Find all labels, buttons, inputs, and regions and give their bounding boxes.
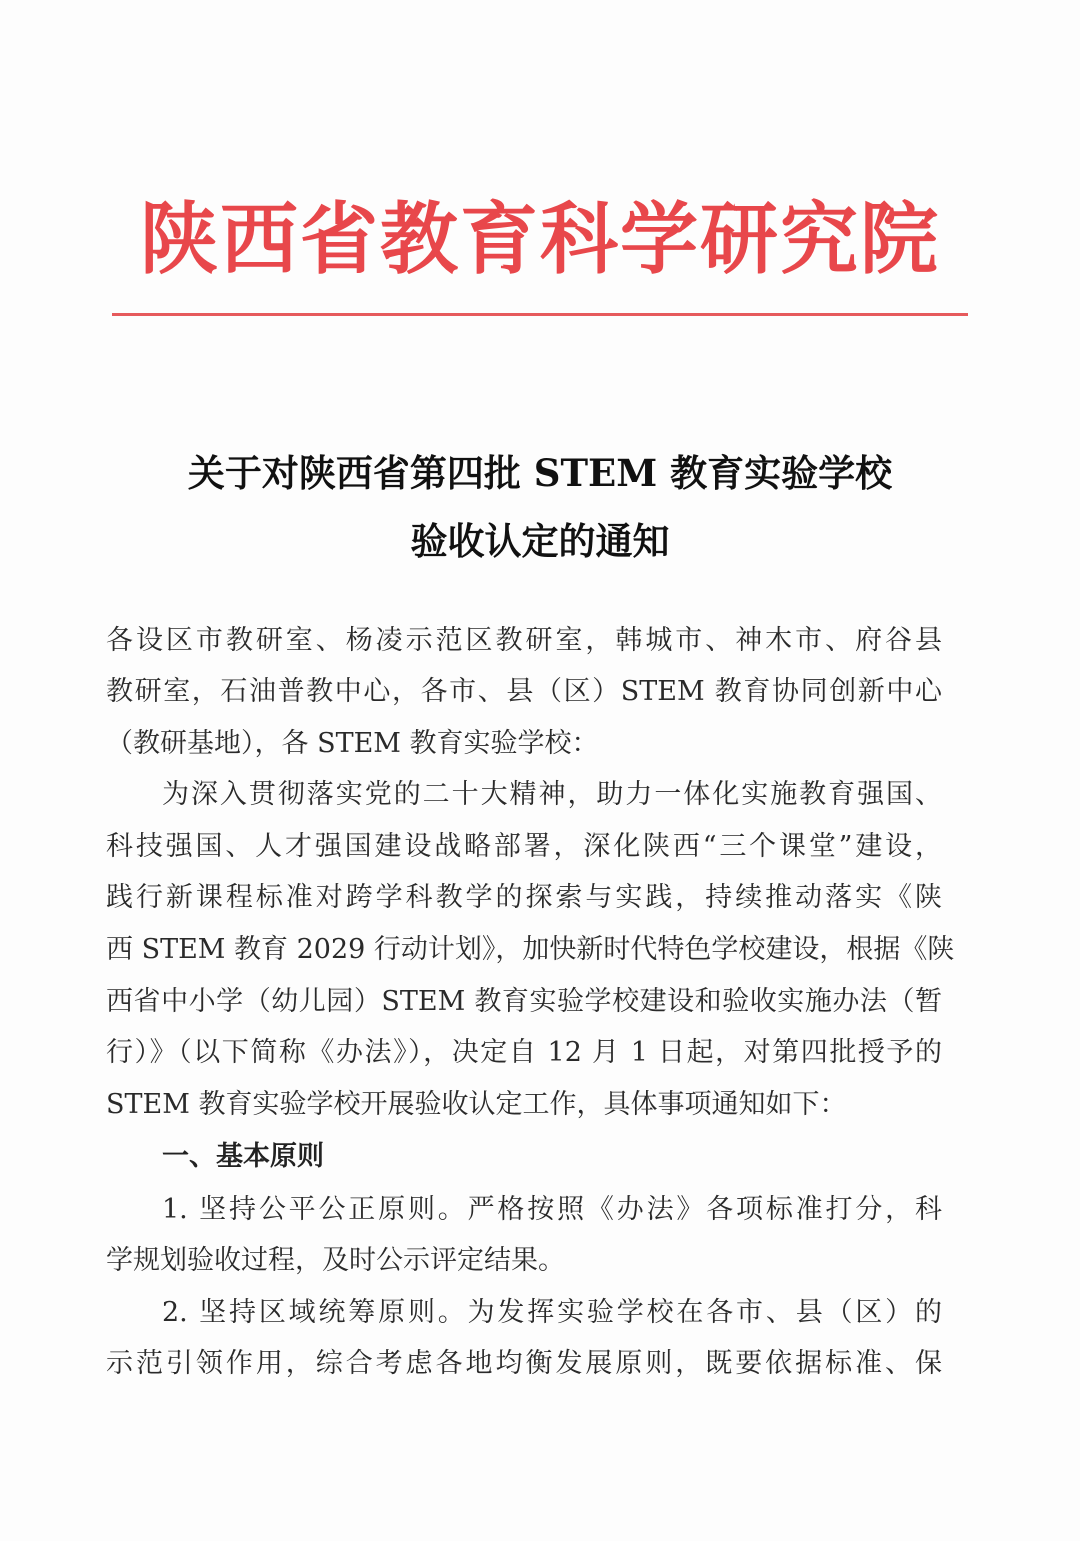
body-line: （教研基地），各 STEM 教育实验学校：: [106, 728, 599, 759]
body-line: 学规划验收过程，及时公示评定结果。: [106, 1245, 565, 1276]
body-line: 教研室，石油普教中心，各市、县（区）STEM 教育协同创新中心: [106, 676, 942, 707]
body-line: 西 STEM 教育 2029 行动计划》，加快新时代特色学校建设，根据《陕: [106, 934, 955, 965]
body-line: 示范引领作用，综合考虑各地均衡发展原则，既要依据标准、保: [106, 1348, 942, 1379]
section-heading: 一、基本原则: [162, 1141, 324, 1172]
body-line: 为深入贯彻落实党的二十大精神，助力一体化实施教育强国、: [162, 779, 942, 810]
document-title-line-1: 关于对陕西省第四批 STEM 教育实验学校: [187, 451, 893, 495]
body-line: 践行新课程标准对跨学科教学的探索与实践，持续推动落实《陕: [106, 882, 942, 913]
body-line: 各设区市教研室、杨凌示范区教研室，韩城市、神木市、府谷县: [106, 625, 942, 656]
body-line: 行）》（以下简称《办法》），决定自 12 月 1 日起，对第四批授予的: [106, 1037, 942, 1068]
letterhead-rule: [112, 313, 968, 316]
body-line: 科技强国、人才强国建设战略部署，深化陕西“三个课堂”建设，: [106, 831, 942, 862]
body-line: 2. 坚持区域统筹原则。为发挥实验学校在各市、县（区）的: [162, 1297, 942, 1328]
body-line: 西省中小学（幼儿园）STEM 教育实验学校建设和验收实施办法（暂: [106, 986, 942, 1017]
body-line: 1. 坚持公平公正原则。严格按照《办法》各项标准打分，科: [162, 1194, 942, 1225]
body-line: STEM 教育实验学校开展验收认定工作，具体事项通知如下：: [106, 1089, 847, 1120]
letterhead-organization: 陕西省教育科学研究院: [139, 194, 940, 285]
document-title-line-2: 验收认定的通知: [410, 519, 670, 563]
